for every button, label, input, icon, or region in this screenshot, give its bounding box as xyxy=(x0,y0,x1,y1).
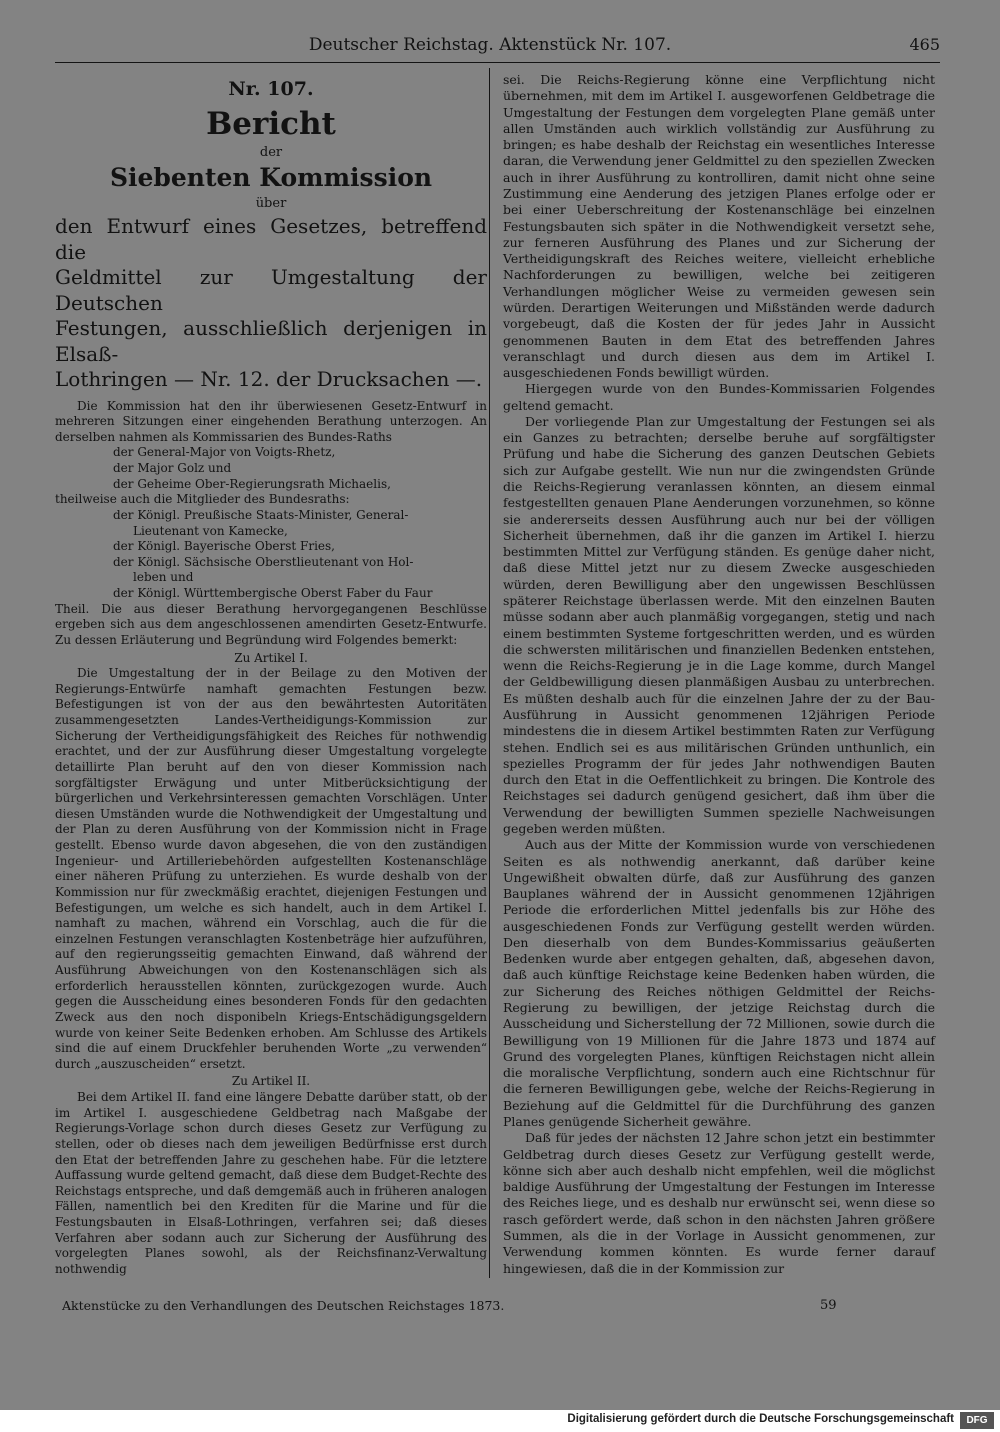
member-item-continued: Lieutenant von Kamecke, xyxy=(133,523,288,538)
footer-signature: 59 xyxy=(820,1298,837,1313)
header-rule xyxy=(55,62,940,63)
section-1-text: Die Umgestaltung der in der Beilage zu den Motiven der Regierungs-Entwürfe namhaft gemachten Festungen bezw. Befestigungen ist von der aus den bewährtesten Autoritäten zusammengesetzten Landes-Vertheidigungs-Kommission zur Sicherung der Vertheidigungsfähigkeit des Reiches für nothwendig erachtet, und der zur Ausführung dieser Umgestaltung vorgelegte detaillirte Plan beruht auf den von dieser Kommission nach sorgfältigster Erwägung und unter Mitberücksichtigung der bürgerlichen und Verkehrsinteressen gemachten Vorschlägen. Unter diesen Umständen wurde die Nothwendigkeit der Umgestaltung und der Plan zu deren Ausführung von der Kommission nicht in Frage gestellt. Ebenso wurde davon abgesehen, die von den zuständigen Ingenieur- und Artilleriebehörden aufgestellten Kostenanschläge einer näheren Prüfung zu unterziehen. Es wurde deshalb von der Kommission nur für zweckmäßig erachtet, diejenigen Festungen und Befestigungen, um welche es sich handelt, auch in dem Artikel I. namhaft zu machen, während ein Vorschlag, auch die für die einzelnen Festungen veranschlagten Kostenbeträge hier aufzuführen, auf den regierungsseitig gemachten Einwand, daß während der Ausführung Abweichungen von den Kostenanschlägen sich als erforderlich herausstellen könnten, zurückgezogen wurde. Auch gegen die Ausscheidung eines besonderen Fonds für den gedachten Zweck aus den noch disponibeln Kriegs-Entschädigungsgeldern wurde von keiner Seite Bedenken erhoben. Am Schlusse des Artikels sind die auf einem Druckfehler beruhenden Worte „zu verwenden“ durch „auszuscheiden“ ersetzt. xyxy=(55,666,487,1071)
left-column xyxy=(55,72,487,1278)
report-title: Bericht xyxy=(206,106,336,142)
paragraph: Auch aus der Mitte der Kommission wurde von verschiedenen Seiten es als nothwendig anerkannt, daß darüber keine Ungewißheit obwalten dürfe, daß zur Ausführung des ganzen Bauplanes während der in Aussicht genommenen 12jährigen Periode die erforderlichen Mittel jedenfalls bis zur Höhe des ausgeschiedenen Fonds zur Verfügung gestellt werden würden. Den dieserhalb von dem Bundes-Kommissarius geäußerten Bedenken wurde aber entgegen gehalten, daß, abgesehen davon, daß auch künftige Reichstage keine Bedenken haben würden, die zur Sicherung des Reiches nöthigen Geldmittel der Reichs-Regierung zu bewilligen, der jetzige Reichstag durch die Ausscheidung und Sicherstellung der 72 Millionen, sowie durch die Bewilligung von 19 Millionen für die Jahre 1873 und 1874 auf Grund des vorgelegten Planes, künftigen Reichstagen nicht allein die moralische Verpflichtung, sondern auch eine Richtschnur für die ferneren Bewilligungen gebe, welche der Reichs-Regierung in Beziehung auf die Geldmittel für die Durchführung des ganzen Planes genügende Sicherheit gewähre. xyxy=(503,837,935,1129)
paragraph: Der vorliegende Plan zur Umgestaltung der Festungen sei als ein Ganzes zu betrachten; derselbe beruhe auf sorgfältigster Prüfung und habe die Sicherung des ganzen Deutschen Gebiets sich zur Aufgabe gestellt. Wie nun nur die zwingendsten Gründe die Reichs-Regierung veranlassen könnten, an diesem einmal festgestellten genauen Plane Aenderungen vorzunehmen, so könne sie andererseits dessen Ausführung auch nur bei der völligen Sicherheit übernehmen, daß ihr die ganzen im Artikel I. hierzu bestimmten Mittel zur Verfügung ständen. Es genüge daher nicht, daß diese Mittel jetzt nur zu diesem Zwecke ausgeschieden würden, deren Bewilligung aber den ungewissen Beschlüssen späterer Reichstage überlassen werde. Mit den einzelnen Bauten müsse sodann aber auch planmäßig vorgegangen, stetig und nach einem bestimmten Systeme fortgeschritten werden, und es würden die schwersten militärischen und finanziellen Bedenken entstehen, wenn die Reichs-Regierung je in die Lage komme, durch Mangel der Geldbewilligung diesen planmäßigen Ausbau zu unterbrechen. Es müßten deshalb auch für die einzelnen Jahre der zu der Bau-Ausführung in Aussicht genommenen 12jährigen Periode mindestens die in diesem Artikel bestimmten Raten zur Verfügung stehen. Endlich sei es aus militärischen Gründen unthunlich, ein spezielles Programm der für jedes Jahr nothwendigen Bauten durch den Etat in die Oeffentlichkeit zu bringen. Die Kontrole des Reichstages sei dadurch genügend gesichert, daß ihm über die Verwendung der bewilligten Summen spezielle Nachweisungen gegeben werden müßten. xyxy=(503,413,935,836)
intro-paragraph: Die Kommission hat den ihr überwiesenen Gesetz-Entwurf in mehreren Sitzungen einer eingehenden Berathung unterzogen. An derselben nahmen als Kommissarien des Bundes-Raths xyxy=(55,398,487,444)
after-members-paragraph: Theil. Die aus dieser Berathung hervorgegangenen Beschlüsse ergeben sich aus dem angeschlossenen amendirten Gesetz-Entwurfe. Zu dessen Erläuterung und Begründung wird Folgendes bemerkt: xyxy=(55,601,487,647)
page-number: 465 xyxy=(909,35,940,54)
running-title: Deutscher Reichstag. Aktenstück Nr. 107. xyxy=(308,35,672,55)
right-column xyxy=(503,72,935,1277)
report-subject xyxy=(55,214,487,393)
commissioner-item: der General-Major von Voigts-Rhetz, xyxy=(113,445,336,460)
column-divider xyxy=(489,68,490,1278)
section-heading-artikel-1: Zu Artikel I. xyxy=(234,650,308,665)
member-item: der Königl. Bayerische Oberst Fries, xyxy=(113,539,335,554)
subject-line: Lothringen — Nr. 12. der Drucksachen —. xyxy=(55,367,483,391)
subject-line: Festungen, ausschließlich derjenigen in Elsaß- xyxy=(55,316,487,366)
dfg-logo-icon: DFG xyxy=(960,1412,994,1429)
title-ueber: über xyxy=(255,196,287,211)
commission-name: Siebenten Kommission xyxy=(109,163,433,192)
member-item: der Königl. Preußische Staats-Minister, General- xyxy=(113,507,409,522)
funding-notice: Digitalisierung gefördert durch die Deutsche Forschungsgemeinschaft xyxy=(567,1413,954,1425)
paragraph: sei. Die Reichs-Regierung könne eine Verpflichtung nicht übernehmen, mit dem im Artikel I. ausgeworfenen Geldbetrage die Umgestaltung der Festungen dem vorgelegten Plane gemäß unter allen Umständen auch wirklich vollständig zur Ausführung zu bringen; es habe deshalb der Reichstag ein wesentliches Interesse daran, die Verwendung jener Geldmittel zu den speziellen Zwecken auch in ihrer Ausführung zu kontrolliren, damit nicht ohne seine Zustimmung eine Aenderung des jetzigen Planes erfolge oder er bei einer Ueberschreitung der Kostenanschläge bei einzelnen Festungsbauten sich später in die Nothwendigkeit versetzt sehe, zur ferneren Ausführung des Planes und zur Sicherung der Vertheidigungskraft des Reiches weitere, vielleicht erhebliche Nachforderungen zu bewilligen, welche bei zeitigeren Verhandlungen möglicher Weise zu vermeiden gewesen sein würden. Derartigen Weiterungen und Mißständen werde dadurch vorgebeugt, daß die Kosten der für jedes Jahr in Aussicht genommenen Bauten in dem Etat des betreffenden Jahres veranschlagt und durch diesen aus dem im Artikel I. ausgeschiedenen Fonds bewilligt würden. xyxy=(503,72,935,381)
subject-line: Geldmittel zur Umgestaltung der Deutschen xyxy=(55,265,487,315)
subject-line: den Entwurf eines Gesetzes, betreffend die xyxy=(55,214,487,264)
page-header xyxy=(40,34,940,56)
member-item: der Königl. Württembergische Oberst Faber du Faur xyxy=(113,586,433,600)
commissioner-item: der Geheime Ober-Regierungsrath Michaelis, xyxy=(113,476,391,491)
title-der: der xyxy=(259,145,283,160)
commissioner-item: der Major Golz und xyxy=(113,461,232,475)
members-intro: theilweise auch die Mitglieder des Bundesraths: xyxy=(55,492,350,507)
paragraph: Daß für jedes der nächsten 12 Jahre schon jetzt ein bestimmter Geldbetrag durch dieses Gesetz zur Verfügung gestellt werde, könne sich aber auch deshalb nicht empfehlen, weil die möglichst baldige Ausführung der Umgestaltung der Festungen im Interesse des Reiches liege, und es deshalb nur erwünscht sei, wenn diese so rasch gefördert werde, daß schon in den nächsten Jahren größere Summen, als die in der Vorlage in Aussicht genommenen, zur Verwendung kommen könnten. Es wurde ferner darauf hingewiesen, daß die in der Kommission zur xyxy=(503,1130,935,1276)
document-number: Nr. 107. xyxy=(228,78,314,100)
section-heading-artikel-2: Zu Artikel II. xyxy=(231,1074,311,1089)
member-item-continued: leben und xyxy=(133,570,194,585)
footer-source: Aktenstücke zu den Verhandlungen des Deutschen Reichstages 1873. xyxy=(62,1298,505,1313)
section-2-text: Bei dem Artikel II. fand eine längere Debatte darüber statt, ob der im Artikel I. ausgeschiedene Geldbetrag nach Maßgabe der Regierungs-Vorlage schon durch dieses Gesetz zur Verfügung zu stellen, oder ob dieses nach dem jeweiligen Bedürfnisse erst durch den Etat der betreffenden Jahre zu geschehen habe. Für die letztere Auffassung wurde geltend gemacht, daß diese dem Budget-Rechte des Reichstags entspreche, und daß demgemäß auch in früheren analogen Fällen, namentlich bei den Krediten für die Marine und für die Festungsbauten in Elsaß-Lothringen, verfahren sei; daß dieses Verfahren aber sodann auch zur Sicherung der Ausführung des vorgelegten Planes sowohl, als der Reichsfinanz-Verwaltung nothwendig xyxy=(55,1090,487,1276)
paragraph: Hiergegen wurde von den Bundes-Kommissarien Folgendes geltend gemacht. xyxy=(503,381,935,413)
digitization-bar xyxy=(0,1410,1000,1432)
member-item: der Königl. Sächsische Oberstlieutenant von Hol- xyxy=(113,554,414,569)
